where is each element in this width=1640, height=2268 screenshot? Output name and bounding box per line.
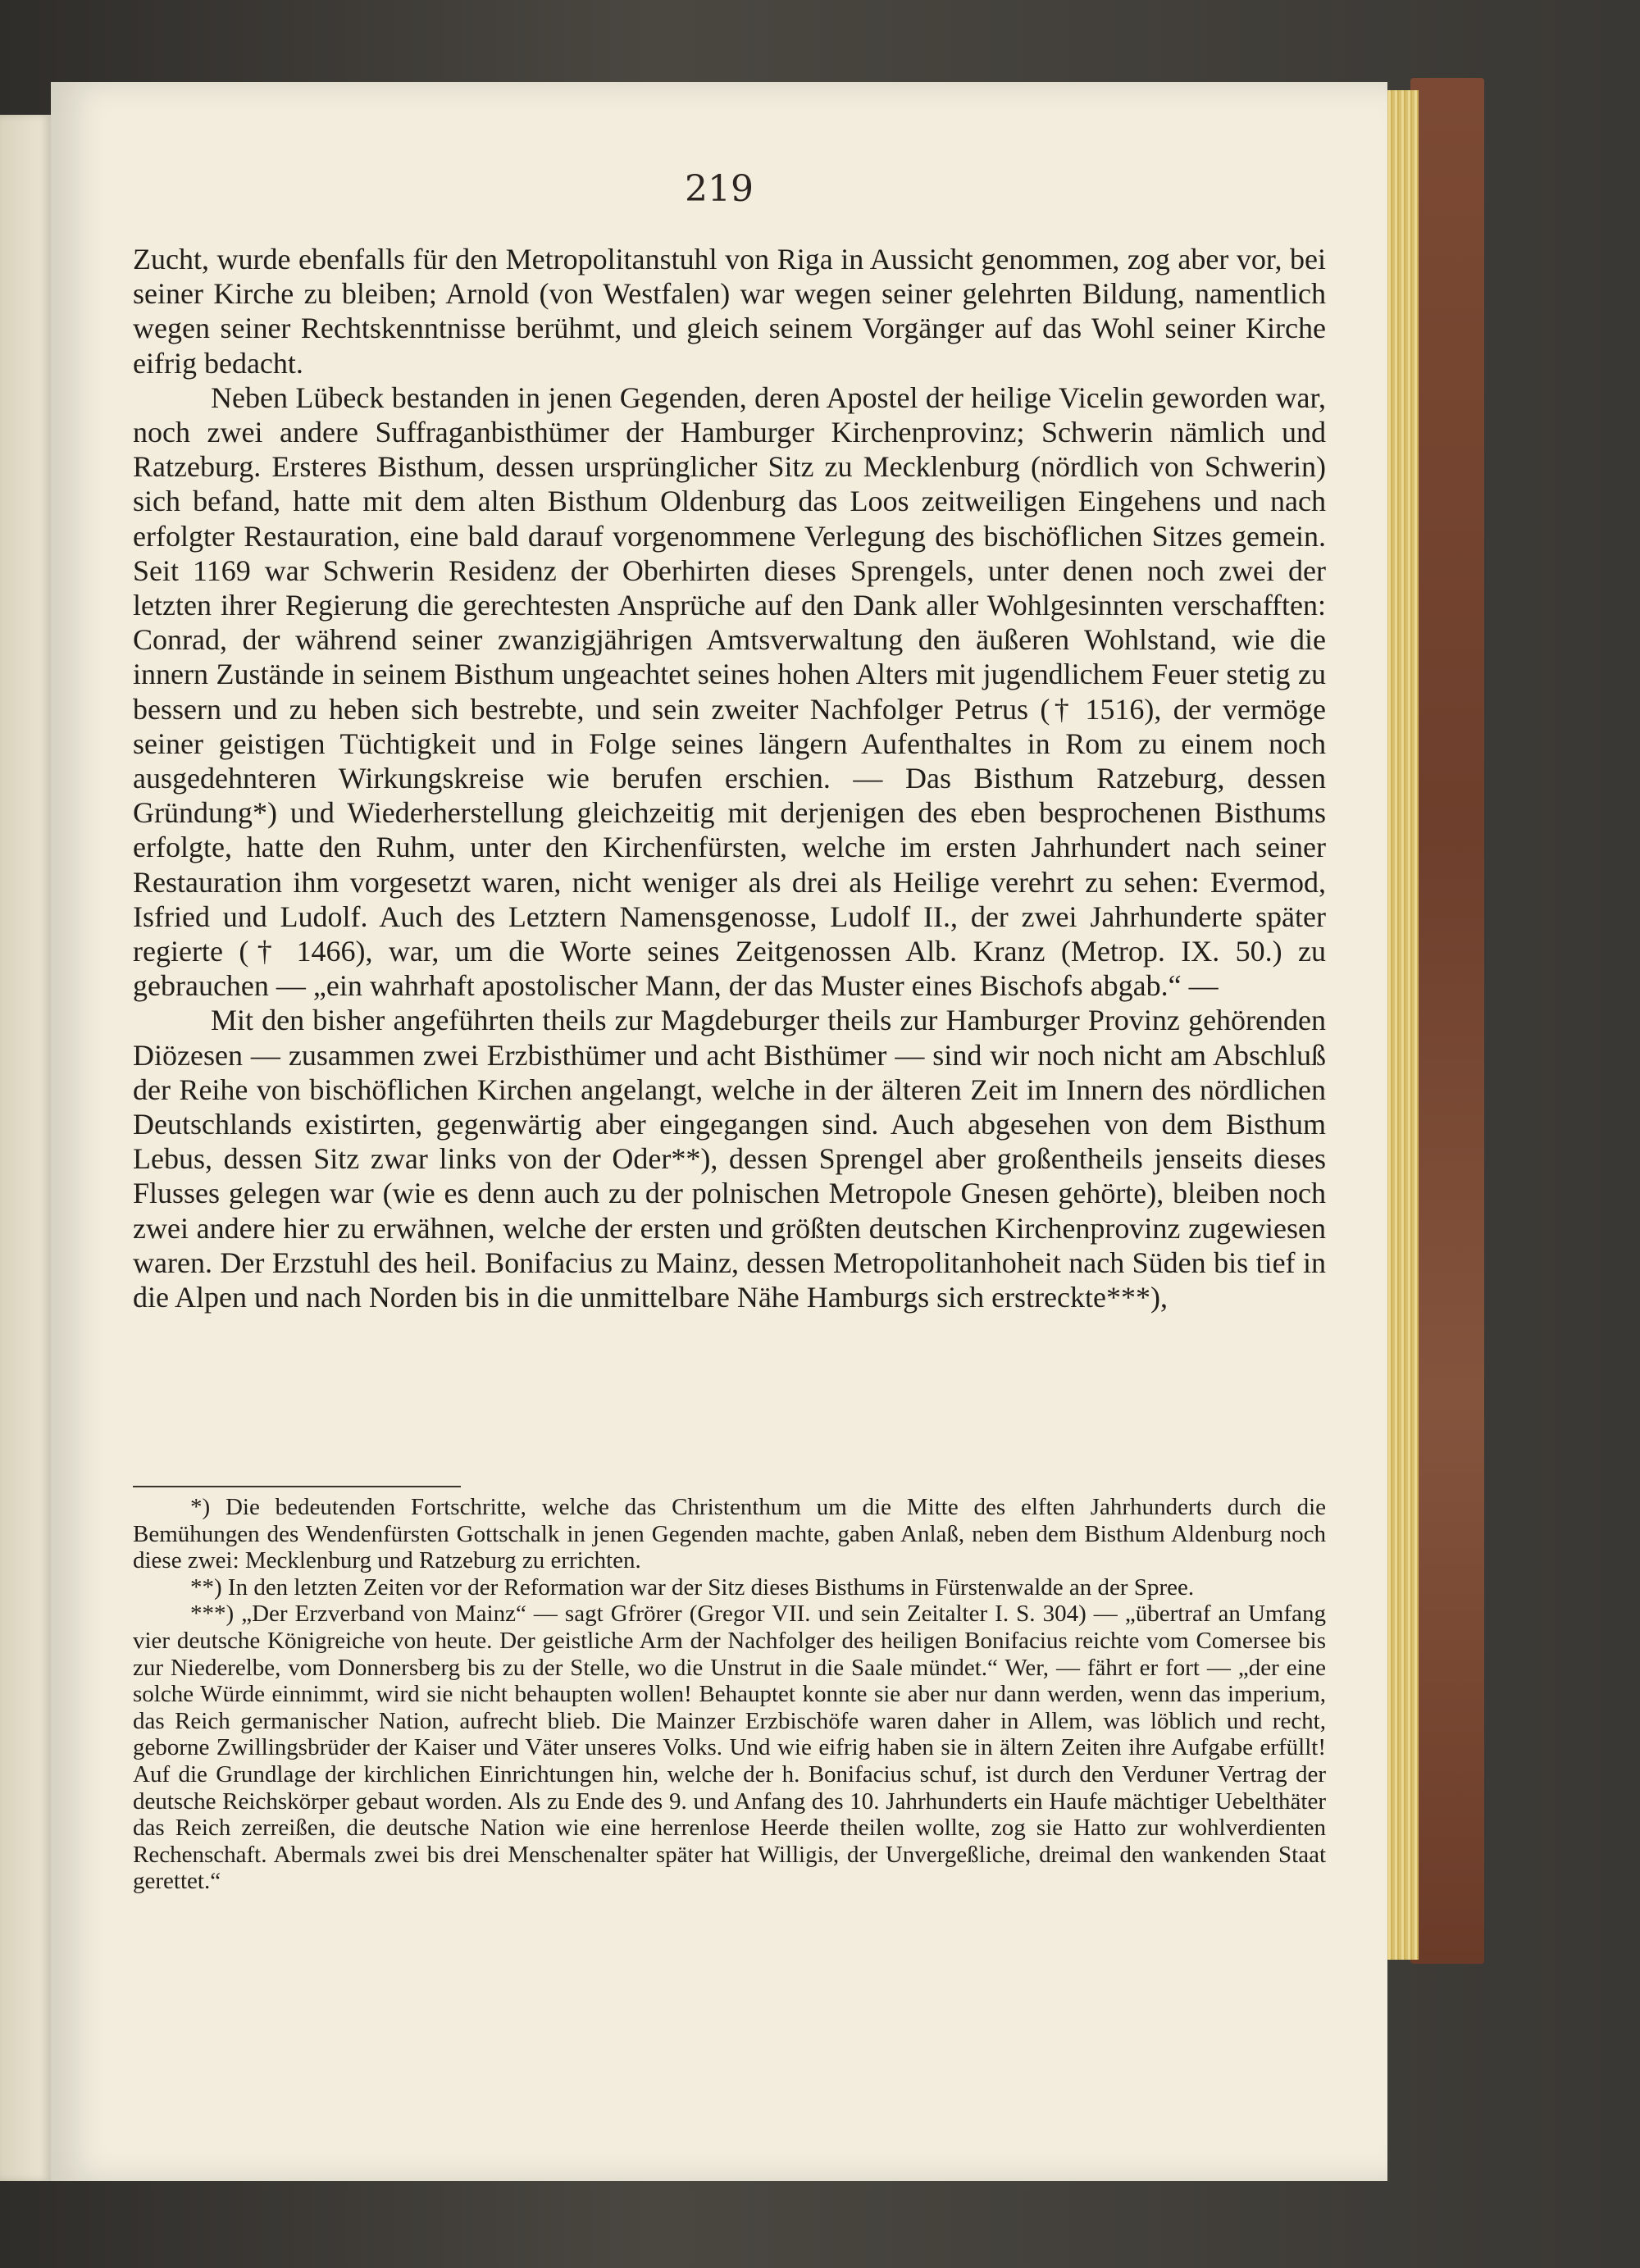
book-page [51, 82, 1387, 2181]
footnote: *) Die bedeutenden Fortschritte, welche das Christenthum um die Mitte des elften Jahrhunderts durch die Bemühungen des Wendenfürsten Gottschalk in jenen Gegenden machte, gaben Anlaß, neben dem Bisthum Aldenburg noch diese zwei: Mecklenburg und Ratzeburg zu errichten. [133, 1494, 1326, 1574]
page-block-edge [1386, 90, 1419, 1960]
paragraph: Mit den bisher angeführten theils zur Magdeburger theils zur Hamburger Provinz gehörenden Diözesen — zusammen zwei Erzbisthümer und acht Bisthümer — sind wir noch nicht am Abschluß der Reihe von bischöflichen Kirchen angelangt, welche in der älteren Zeit im Innern des nördlichen Deutschlands existirten, gegenwärtig aber eingegangen sind. Auch abgesehen von dem Bisthum Lebus, dessen Sitz zwar links von der Oder**), dessen Sprengel aber großentheils jenseits dieses Flusses gelegen war (wie es denn auch zu der polnischen Metropole Gnesen gehörte), bleiben noch zwei andere hier zu erwähnen, welche der ersten und größten deutschen Kirchenprovinz zugewiesen waren. Der Erzstuhl des heil. Bonifacius zu Mainz, dessen Metropolitanhoheit nach Süden bis tief in die Alpen und nach Norden bis in die unmittelbare Nähe Hamburgs sich erstreckte***), [133, 1004, 1326, 1314]
footnote: ***) „Der Erzverband von Mainz“ — sagt Gfrörer (Gregor VII. und sein Zeitalter I. S. 304) — „übertraf an Umfang vier deutsche Königreiche von heute. Der geistliche Arm der Nachfolger des heiligen Bonifacius reichte vom Comersee bis zur Niederelbe, vom Donnersberg bis zu der Stelle, wo die Unstrut in die Saale mündet.“ Wer, — fährt er fort — „der eine solche Würde einnimmt, wird sie nicht behaupten wollen! Behauptet konnte sie aber nur dann werden, wenn das imperium, das Reich germanischer Nation, aufrecht blieb. Die Mainzer Erzbischöfe waren daher in Allem, was löblich und recht, geborne Zwillingsbrüder der Kaiser und Väter unseres Volks. Und wie eifrig haben sie in ältern Zeiten ihre Aufgabe erfüllt! Auf die Grundlage der kirchlichen Einrichtungen hin, welche der h. Bonifacius schuf, ist durch den Verduner Vertrag der deutsche Reichskörper gebaut worden. Als zu Ende des 9. und Anfang des 10. Jahrhunderts ein Haufe mächtiger Uebelthäter das Reich zerreißen, die deutsche Nation wie eine herrenlose Heerde theilen wollte, zog sie Hatto zur wohlverdienten Rechenschaft. Abermals zwei bis drei Menschenalter später hat Willigis, der Unvergeßliche, dreimal den wankenden Staat gerettet.“ [133, 1601, 1326, 1895]
left-page-edge [0, 115, 53, 2181]
footnotes [133, 1494, 1326, 1895]
body-text [133, 242, 1326, 1314]
paragraph: Neben Lübeck bestanden in jenen Gegenden, deren Apostel der heilige Vicelin geworden war, noch zwei andere Suffraganbisthümer der Hamburger Kirchenprovinz; Schwerin nämlich und Ratzeburg. Ersteres Bisthum, dessen ursprünglicher Sitz zu Mecklenburg (nördlich von Schwerin) sich befand, hatte mit dem alten Bisthum Oldenburg das Loos zeitweiligen Eingehens und nach erfolgter Restauration, eine bald darauf vorgenommene Verlegung des bischöflichen Sitzes gemein. Seit 1169 war Schwerin Residenz der Oberhirten dieses Sprengels, unter denen noch zwei der letzten ihrer Regierung die gerechtesten Ansprüche auf den Dank aller Wohlgesinnten verschafften: Conrad, der während seiner zwanzigjährigen Amtsverwaltung den äußeren Wohlstand, wie die innern Zustände in seinem Bisthum ungeachtet seines hohen Alters mit jugendlichem Feuer stetig zu bessern und zu heben sich bestrebte, und sein zweiter Nachfolger Petrus († 1516), der vermöge seiner geistigen Tüchtigkeit und in Folge seines längern Aufenthaltes in Rom zu einem noch ausgedehnteren Wirkungskreise wie berufen erschien. — Das Bisthum Ratzeburg, dessen Gründung*) und Wiederherstellung gleichzeitig mit derjenigen des eben besprochenen Bisthums erfolgte, hatte den Ruhm, unter den Kirchenfürsten, welche im ersten Jahrhundert nach seiner Restauration ihm vorgesetzt waren, nicht weniger als drei als Heilige verehrt zu sehen: Evermod, Isfried und Ludolf. Auch des Letztern Namensgenosse, Ludolf II., der zwei Jahrhunderte später regierte († 1466), war, um die Worte seines Zeitgenossen Alb. Kranz (Metrop. IX. 50.) zu gebrauchen — „ein wahrhaft apostolischer Mann, der das Muster eines Bischofs abgab.“ — [133, 380, 1326, 1003]
footnote-rule [133, 1486, 461, 1487]
book-cover-edge [1410, 78, 1484, 1964]
page-number: 219 [685, 168, 754, 210]
footnote: **) In den letzten Zeiten vor der Reformation war der Sitz dieses Bisthums in Fürstenwalde an der Spree. [190, 1573, 1195, 1601]
paragraph: Zucht, wurde ebenfalls für den Metropolitanstuhl von Riga in Aussicht genommen, zog aber vor, bei seiner Kirche zu bleiben; Arnold (von Westfalen) war wegen seiner gelehrten Bildung, namentlich wegen seiner Rechtskenntnisse berühmt, und gleich seinem Vorgänger auf das Wohl seiner Kirche eifrig bedacht. [133, 243, 1326, 380]
